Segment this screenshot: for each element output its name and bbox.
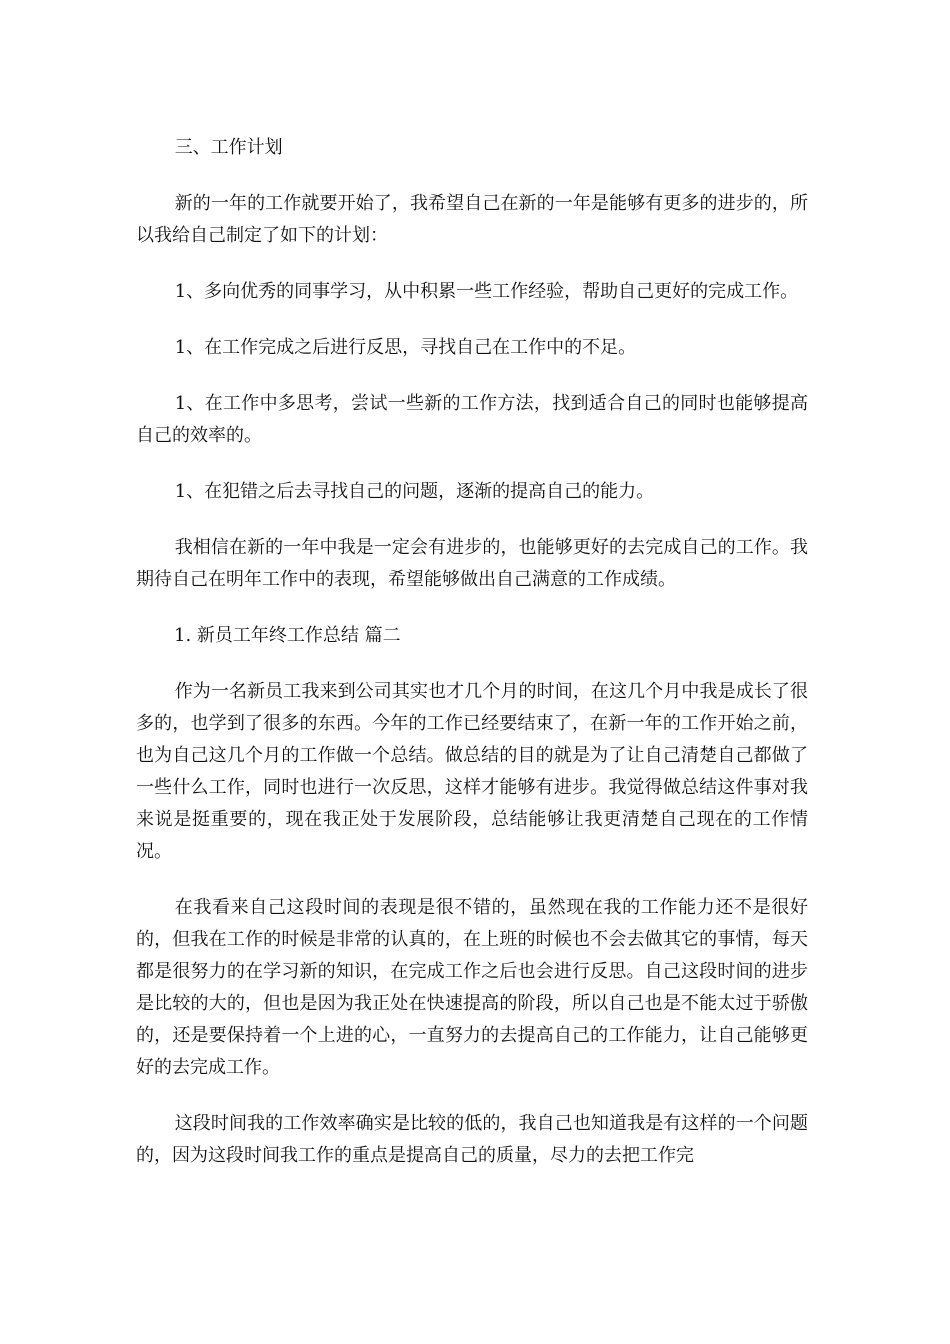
spacer bbox=[136, 452, 808, 476]
paragraph-plan-item-1: 1、多向优秀的同事学习，从中积累一些工作经验，帮助自己更好的完成工作。 bbox=[174, 281, 799, 302]
paragraph-plan-item-2: 1、在工作完成之后进行反思，寻找自己在工作中的不足。 bbox=[174, 337, 637, 358]
paragraph-part-two-intro: 作为一名新员工我来到公司其实也才几个月的时间，在这几个月中我是成长了很多的，也学到了很多的东西。今年的工作已经要结束了，在新一年的工作开始之前，也为自己这几个月的工作做一个总结。做总结的目的就是为了让自己清楚自己都做了一些什么工作，同时也进行一次反思，这样才能够有进步。我觉得做总结这件事对我来说是挺重要的，现在我正处于发展阶段，总结能够让我更清楚自己现在的工作情况。 bbox=[136, 681, 808, 862]
spacer bbox=[136, 652, 808, 676]
spacer bbox=[136, 1084, 808, 1108]
section-heading-part-two: 1. 新员工年终工作总结 篇二 bbox=[174, 625, 401, 646]
paragraph-plan-conclusion: 我相信在新的一年中我是一定会有进步的，也能够更好的去完成自己的工作。我期待自己在明年工作中的表现，希望能够做出自己满意的工作成绩。 bbox=[136, 537, 808, 590]
spacer bbox=[136, 508, 808, 532]
paragraph-plan-item-4: 1、在犯错之后去寻找自己的问题，逐渐的提高自己的能力。 bbox=[174, 481, 655, 502]
spacer bbox=[136, 364, 808, 388]
spacer bbox=[136, 596, 808, 620]
paragraph-self-assessment: 在我看来自己这段时间的表现是很不错的，虽然现在我的工作能力还不是很好的，但我在工作的时候是非常的认真的，在上班的时候也不会去做其它的事情，每天都是很努力的在学习新的知识，在完成工作之后也会进行反思。自己这段时间的进步是比较的大的，但也是因为我正处在快速提高的阶段，所以自己也是不能太过于骄傲的，还是要保持着一个上进的心，一直努力的去提高自己的工作能力，让自己能够更好的去完成工作。 bbox=[136, 897, 808, 1078]
spacer bbox=[136, 308, 808, 332]
spacer bbox=[136, 252, 808, 276]
document-body bbox=[136, 132, 808, 1172]
paragraph-plan-item-3: 1、在工作中多思考，尝试一些新的工作方法，找到适合自己的同时也能够提高自己的效率的。 bbox=[136, 393, 808, 446]
section-heading-work-plan: 三、工作计划 bbox=[174, 137, 283, 158]
paragraph-plan-intro: 新的一年的工作就要开始了，我希望自己在新的一年是能够有更多的进步的，所以我给自己制定了如下的计划： bbox=[136, 193, 808, 246]
spacer bbox=[136, 868, 808, 892]
spacer bbox=[136, 164, 808, 188]
paragraph-efficiency: 这段时间我的工作效率确实是比较的低的，我自己也知道我是有这样的一个问题的，因为这段时间我工作的重点是提高自己的质量，尽力的去把工作完 bbox=[136, 1113, 808, 1166]
